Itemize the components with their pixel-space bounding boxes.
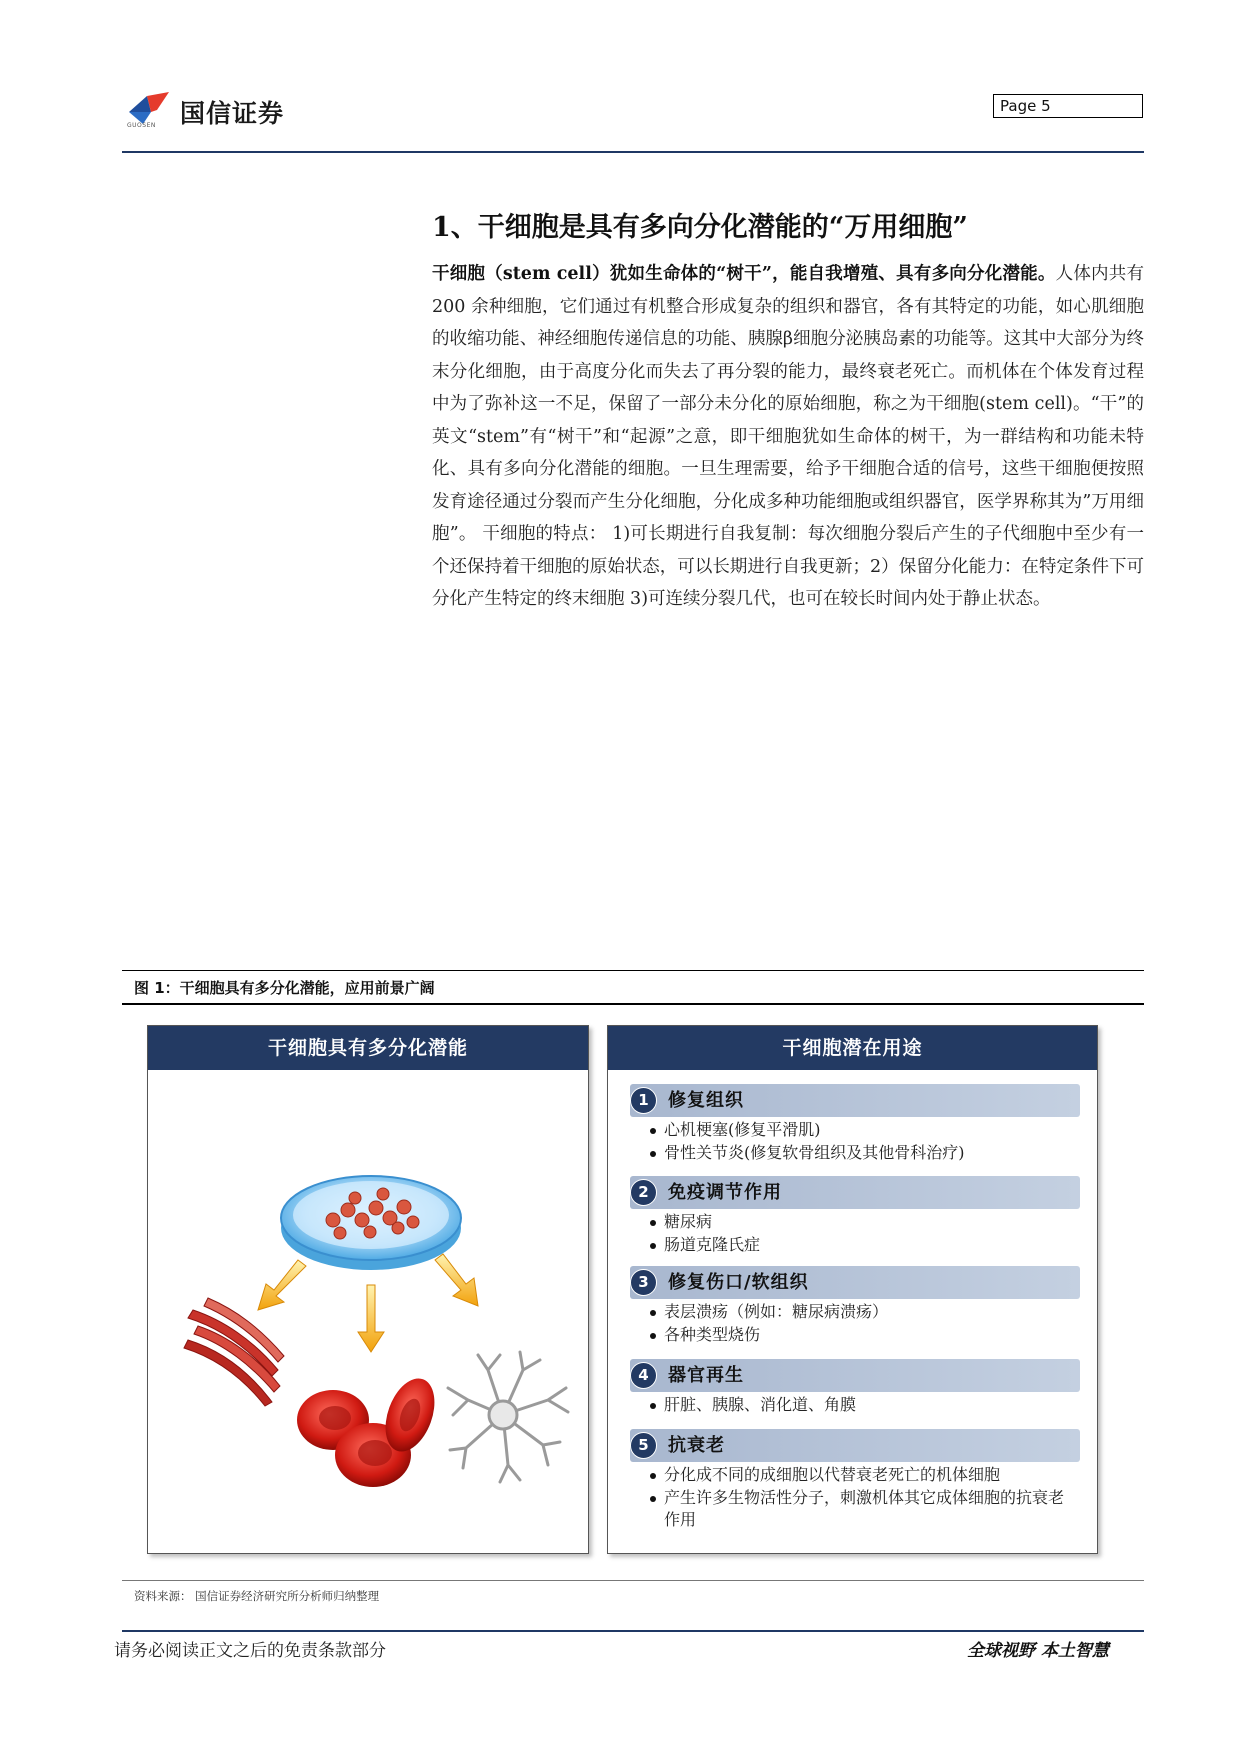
source-rule: [122, 1580, 1144, 1581]
use-bullet-list: [650, 1211, 1080, 1256]
use-label: 修复组织: [668, 1090, 744, 1111]
use-label: 器官再生: [668, 1365, 744, 1386]
use-bullet-list: [650, 1301, 1080, 1346]
page-number: Page 5: [993, 94, 1143, 118]
use-item: [630, 1176, 1080, 1256]
logo-subtext: GUOSEN: [127, 122, 156, 129]
use-header: [630, 1176, 1080, 1209]
section-title: 1、干细胞是具有多向分化潜能的“万用细胞”: [432, 212, 968, 243]
use-item: [630, 1266, 1080, 1346]
use-bullet: 产生许多生物活性分子，刺激机体其它成体细胞的抗衰老作用: [650, 1487, 1070, 1532]
use-header: [630, 1359, 1080, 1392]
use-header: [630, 1084, 1080, 1117]
use-label: 修复伤口/软组织: [668, 1272, 809, 1293]
footer-slogan: 全球视野 本土智慧: [967, 1641, 1109, 1661]
lead-sentence: 干细胞（stem cell）犹如生命体的“树干”，能自我增殖、具有多向分化潜能。: [432, 264, 1056, 284]
neuron-cell-icon: [448, 1352, 568, 1482]
red-blood-cell-icon: [297, 1372, 444, 1487]
use-header: [630, 1266, 1080, 1299]
disclaimer-note: 请务必阅读正文之后的免责条款部分: [114, 1641, 386, 1661]
figure-caption: 图 1：干细胞具有多分化潜能，应用前景广阔: [134, 979, 435, 997]
use-number-badge: 1: [630, 1087, 657, 1114]
use-number-badge: 4: [630, 1362, 657, 1389]
use-bullet: 肝脏、胰腺、消化道、角膜: [650, 1394, 1080, 1417]
use-bullet: 糖尿病: [650, 1211, 1080, 1234]
use-bullet: 骨性关节炎(修复软骨组织及其他骨科治疗): [650, 1142, 1080, 1165]
differentiation-panel: [147, 1025, 589, 1554]
use-item: [630, 1359, 1080, 1417]
use-bullet: 心机梗塞(修复平滑肌): [650, 1119, 1080, 1142]
muscle-cell-icon: [184, 1298, 284, 1406]
potential-uses-panel: [607, 1025, 1098, 1554]
figure-top-rule: [122, 970, 1144, 971]
figure-source: 资料来源： 国信证券经济研究所分析师归纳整理: [134, 1589, 380, 1603]
header-divider: [122, 151, 1144, 153]
use-number-badge: 2: [630, 1179, 657, 1206]
petri-dish-icon: [281, 1176, 461, 1270]
use-bullet: 分化成不同的成细胞以代替衰老死亡的机体细胞: [650, 1464, 1070, 1487]
use-item: [630, 1084, 1080, 1164]
use-bullet: 肠道克隆氏症: [650, 1234, 1080, 1257]
footer-divider: [122, 1630, 1144, 1632]
use-label: 免疫调节作用: [668, 1182, 782, 1203]
logo-text: 国信证券: [180, 99, 285, 128]
use-bullet: 各种类型烧伤: [650, 1324, 1080, 1347]
use-bullet-list: [650, 1119, 1080, 1164]
figure-caption-rule: [122, 1003, 1144, 1005]
right-panel-title: 干细胞潜在用途: [608, 1026, 1097, 1070]
use-bullet-list: [650, 1394, 1080, 1417]
body-text: 人体内共有 200 余种细胞，它们通过有机整合形成复杂的组织和器官，各有其特定的功能，如心肌细胞的收缩功能、神经细胞传递信息的功能、胰腺β细胞分泌胰岛素的功能等。这其中大部分为终末分化细胞，由于高度分化而失去了再分裂的能力，最终衰老死亡。而机体在个体发育过程中为了弥补这一不足，保留了一部分未分化的原始细胞，称之为干细胞(stem cell)。“干”的英文“stem”有“树干”和“起源”之意，即干细胞犹如生命体的树干，为一群结构和功能未特化、具有多向分化潜能的细胞。一旦生理需要，给予干细胞合适的信号，这些干细胞便按照发育途径通过分裂而产生分化细胞，分化成多种功能细胞或组织器官，医学界称其为”万用细胞”。 干细胞的特点： 1)可长期进行自我复制：每次细胞分裂后产生的子代细胞中至少有一个还保持着干细胞的原始状态，可以长期进行自我更新；2）保留分化能力：在特定条件下可分化产生特定的终末细胞 3)可连续分裂几代，也可在较长时间内处于静止状态。: [432, 264, 1144, 609]
use-bullet-list: [650, 1464, 1070, 1532]
use-number-badge: 3: [630, 1269, 657, 1296]
use-header: [630, 1429, 1080, 1462]
left-panel-title: 干细胞具有多分化潜能: [148, 1026, 588, 1070]
use-item: [630, 1429, 1080, 1532]
use-number-badge: 5: [630, 1432, 657, 1459]
use-bullet: 表层溃疡（例如：糖尿病溃疡）: [650, 1301, 1080, 1324]
stem-cell-differentiation-illustration: [148, 1070, 587, 1552]
use-label: 抗衰老: [668, 1435, 725, 1456]
body-paragraph: [432, 258, 1144, 616]
